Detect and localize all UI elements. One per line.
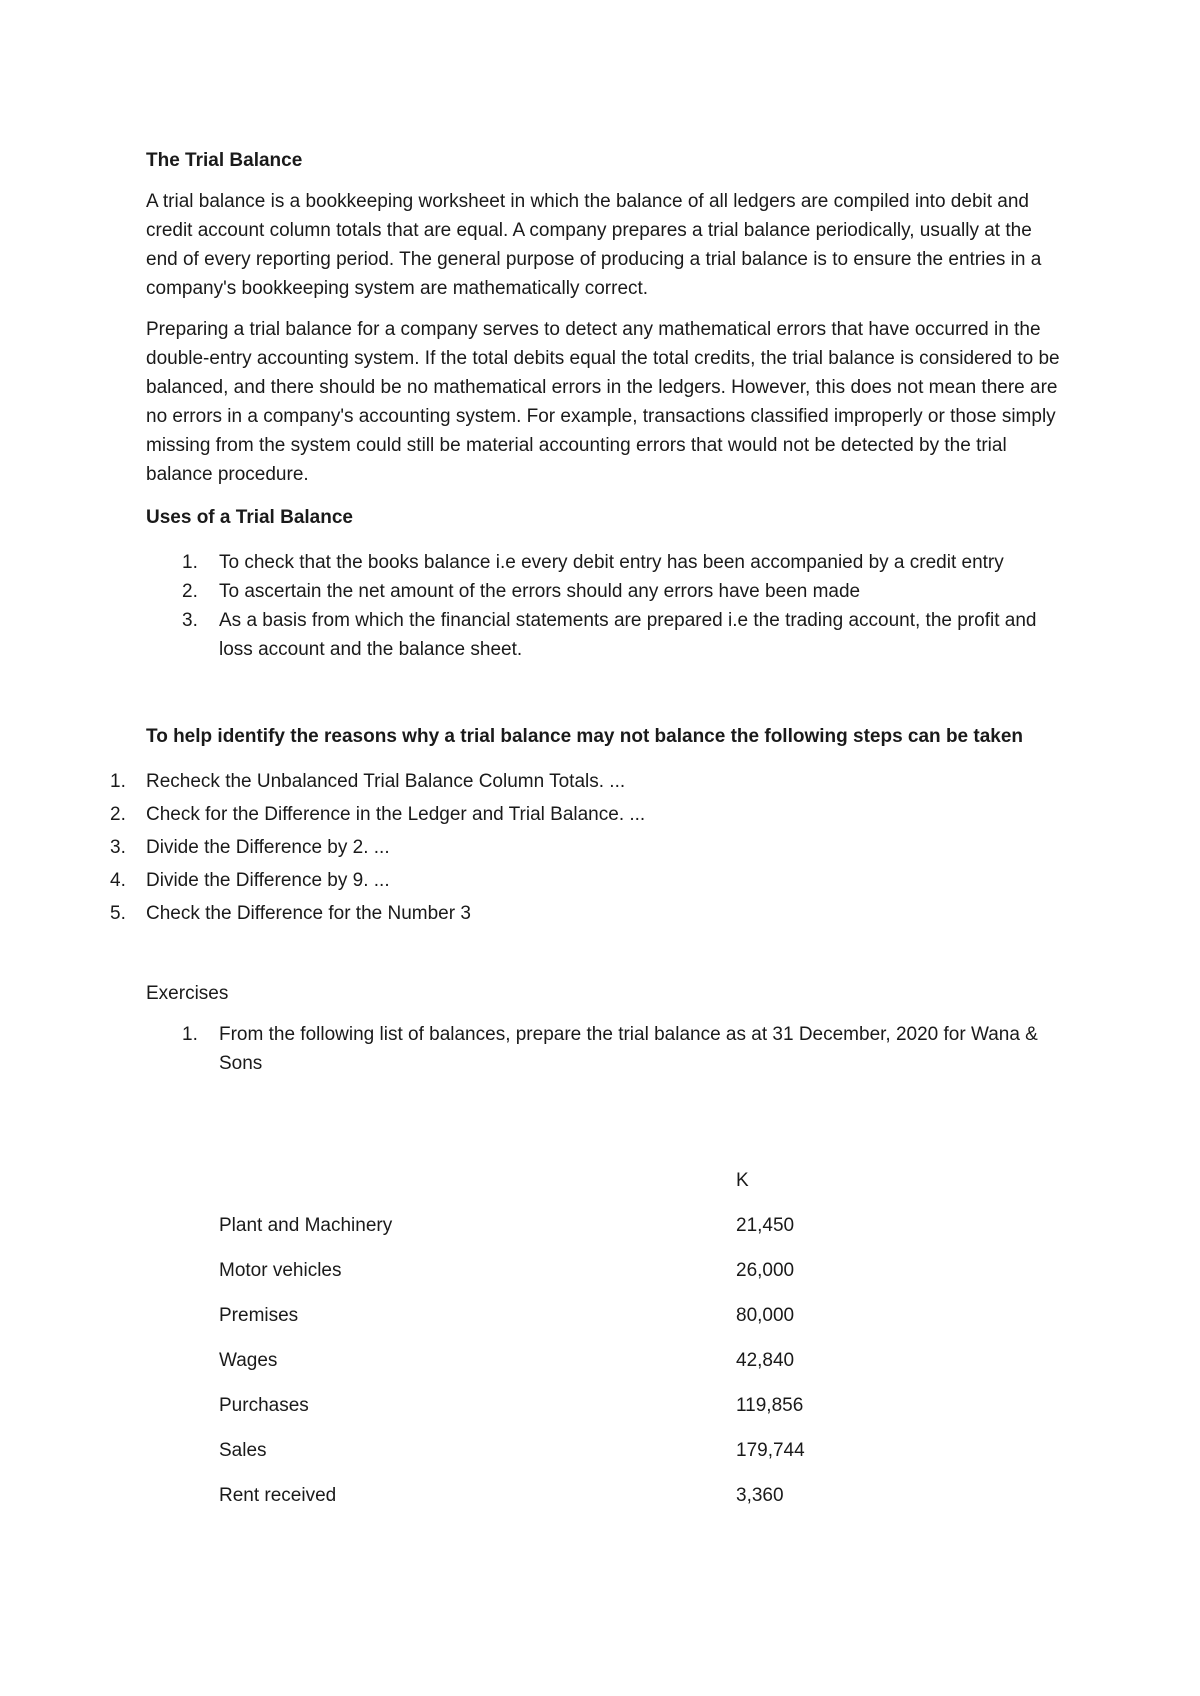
table-row bbox=[219, 1391, 936, 1436]
table-cell-amount: 119,856 bbox=[736, 1395, 804, 1416]
table-header-row bbox=[219, 1166, 936, 1211]
paragraph-purpose: Preparing a trial balance for a company serves to detect any mathematical errors that have occurred in the double-entry accounting system. If the total debits equal the total credits, the trial balance is considered to be balanced, and there should be no mathematical errors in the ledgers. However, this does not mean there are no errors in a company's accounting system. For example, transactions classified improperly or those simply missing from the system could still be material accounting errors that would not be detected by the trial balance procedure. bbox=[146, 319, 1060, 485]
uses-heading: Uses of a Trial Balance bbox=[146, 507, 353, 528]
table-cell-amount: 42,840 bbox=[736, 1350, 795, 1371]
table-cell-amount: 21,450 bbox=[736, 1215, 795, 1236]
list-text: From the following list of balances, prepare the trial balance as at 31 December, 2020 for Wana & Sons bbox=[219, 1024, 1038, 1074]
table-cell-item: Wages bbox=[219, 1350, 278, 1371]
list-text: Divide the Difference by 9. ... bbox=[146, 870, 390, 891]
steps-list bbox=[110, 767, 1066, 932]
list-number: 3. bbox=[110, 837, 126, 858]
paragraph-definition: A trial balance is a bookkeeping worksheet in which the balance of all ledgers are compiled into debit and credit account column totals that are equal. A company prepares a trial balance periodically, usually at the end of every reporting period. The general purpose of producing a trial balance is to ensure the entries in a company's bookkeeping system are mathematically correct. bbox=[146, 191, 1042, 299]
list-text: To check that the books balance i.e every debit entry has been accompanied by a credit entry bbox=[219, 552, 1004, 573]
table-row bbox=[219, 1256, 936, 1301]
list-text: Check for the Difference in the Ledger and Trial Balance. ... bbox=[146, 804, 646, 825]
list-item bbox=[146, 606, 1066, 664]
list-number: 1. bbox=[182, 552, 198, 573]
table-cell-amount: 80,000 bbox=[736, 1305, 795, 1326]
list-text: To ascertain the net amount of the errors should any errors have been made bbox=[219, 581, 861, 602]
table-row bbox=[219, 1481, 936, 1526]
table-header-item bbox=[219, 1166, 736, 1211]
list-number: 1. bbox=[182, 1024, 198, 1045]
table-row bbox=[219, 1436, 936, 1481]
table-cell-item: Sales bbox=[219, 1440, 267, 1461]
list-number: 1. bbox=[110, 771, 126, 792]
exercises-label: Exercises bbox=[146, 983, 229, 1004]
page-title: The Trial Balance bbox=[146, 150, 303, 171]
list-item bbox=[110, 767, 1066, 800]
exercise-list bbox=[146, 1020, 1066, 1078]
list-item bbox=[146, 548, 1066, 577]
list-number: 3. bbox=[182, 610, 198, 631]
table-cell-item: Rent received bbox=[219, 1485, 337, 1506]
balances-table bbox=[219, 1166, 936, 1526]
list-text: As a basis from which the financial statements are prepared i.e the trading account, the profit and loss account and the balance sheet. bbox=[219, 610, 1037, 660]
list-item bbox=[146, 1020, 1066, 1078]
table-row bbox=[219, 1301, 936, 1346]
steps-heading: To help identify the reasons why a trial balance may not balance the following steps can be taken bbox=[146, 726, 1024, 747]
list-number: 4. bbox=[110, 870, 126, 891]
table-header-currency: K bbox=[736, 1170, 749, 1191]
list-number: 2. bbox=[182, 581, 198, 602]
list-number: 5. bbox=[110, 903, 126, 924]
document-body bbox=[110, 146, 1066, 1506]
table-cell-amount: 26,000 bbox=[736, 1260, 795, 1281]
list-number: 2. bbox=[110, 804, 126, 825]
list-item bbox=[110, 800, 1066, 833]
list-text: Check the Difference for the Number 3 bbox=[146, 903, 471, 924]
table-cell-item: Premises bbox=[219, 1305, 299, 1326]
table-row bbox=[219, 1346, 936, 1391]
list-text: Divide the Difference by 2. ... bbox=[146, 837, 390, 858]
uses-list bbox=[146, 548, 1066, 664]
table-row bbox=[219, 1211, 936, 1256]
table-cell-item: Motor vehicles bbox=[219, 1260, 342, 1281]
list-item bbox=[110, 866, 1066, 899]
table-cell-amount: 179,744 bbox=[736, 1440, 805, 1461]
list-item bbox=[110, 833, 1066, 866]
table-cell-item: Purchases bbox=[219, 1395, 309, 1416]
table-cell-item: Plant and Machinery bbox=[219, 1215, 393, 1236]
list-item bbox=[146, 577, 1066, 606]
table-cell-amount: 3,360 bbox=[736, 1485, 784, 1506]
list-text: Recheck the Unbalanced Trial Balance Column Totals. ... bbox=[146, 771, 626, 792]
list-item bbox=[110, 899, 1066, 932]
